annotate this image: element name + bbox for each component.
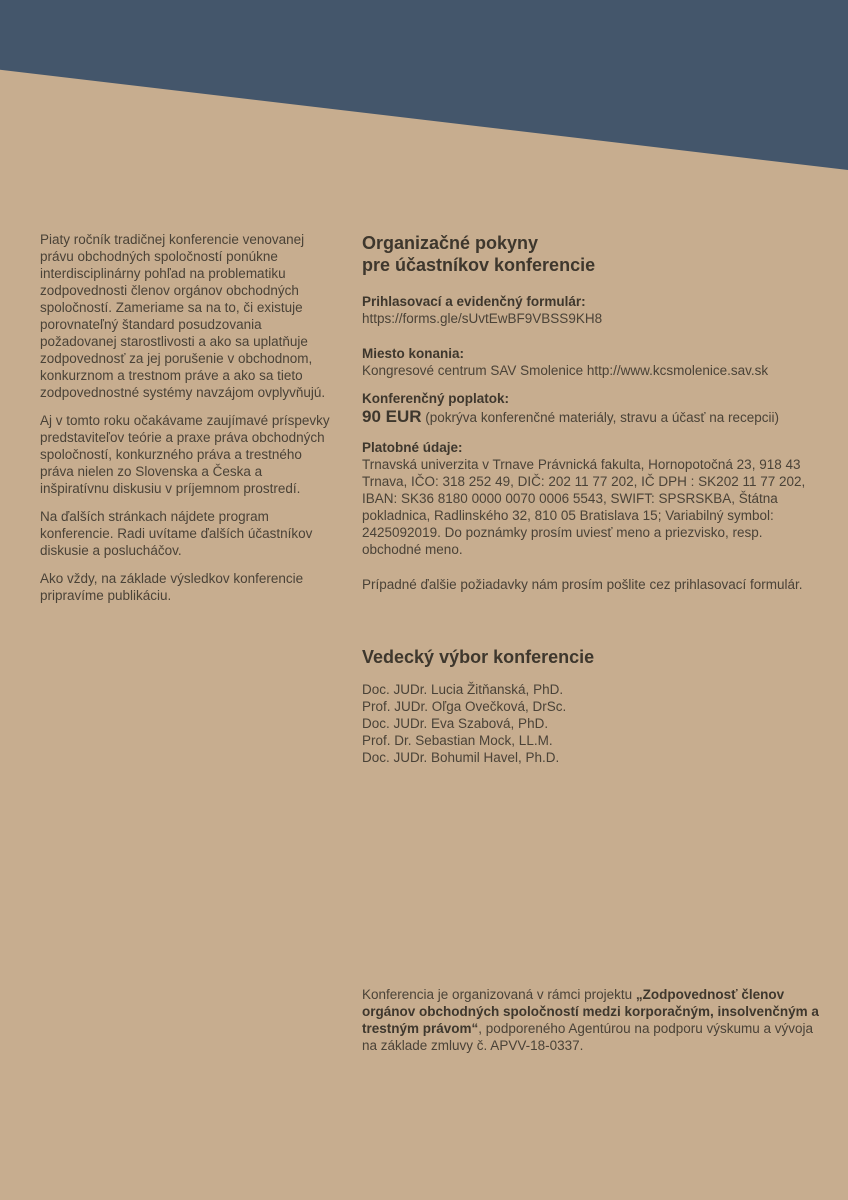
intro-paragraph-4: Ako vždy, na základe výsledkov konferencie pripravíme publikáciu. [40,571,304,603]
venue-group [362,345,824,379]
fee-note: (pokrýva konferenčné materiály, stravu a účasť na recepcii) [425,410,780,425]
committee-member: Prof. JUDr. Oľga Ovečková, DrSc. [362,699,567,714]
venue-value: Kongresové centrum SAV Smolenice http://www.kcsmolenice.sav.sk [362,363,769,378]
header-banner [0,0,848,170]
payment-details: Trnavská univerzita v Trnave Právnická fakulta, Hornopotočná 23, 918 43 Trnava, IČO: 318 252 49, DIČ: 202 11 77 202, IČ DPH : SK202 11 77 202, IBAN: SK36 8180 0000 0070 0006 5543, SWIFT: SPSRSKBA, Štátna pokladnica, Radlinského 32, 810 05 Bratislava 15; Variabilný symbol: 2425092019. Do poznámky prosím uviesť meno a priezvisko, resp. obchodné meno. [362,457,806,557]
payment-group [362,439,824,558]
section-title-organizational-instructions [362,232,824,276]
section-title-scientific-committee: Vedecký výbor konferencie [362,647,595,667]
payment-label: Platobné údaje: [362,440,463,455]
committee-list [362,681,824,766]
fee-amount: 90 EUR [362,407,422,426]
fee-label: Konferenčný poplatok: [362,391,510,406]
intro-paragraph-2: Aj v tomto roku očakávame zaujímavé príspevky predstaviteľov teórie a praxe práva obchodných spoločností, konkurzného práva a trestného práva nielen zo Slovenska a Česka a inšpiratívnu diskusiu v príjemnom prostredí. [40,413,330,496]
project-funding-note [362,986,824,1054]
project-note-suffix: , podporeného Agentúrou na podporu výskumu a vývoja na základe zmluvy č. APVV-18-0337. [362,1021,814,1053]
section-title-line-2: pre účastníkov konferencie [362,255,596,275]
fee-group [362,390,824,428]
intro-paragraph-3: Na ďalších stránkach nájdete program konferencie. Radi uvítame ďalších účastníkov diskusie a poslucháčov. [40,509,313,558]
venue-label: Miesto konania: [362,346,465,361]
registration-group [362,293,824,327]
committee-member: Doc. JUDr. Lucia Žitňanská, PhD. [362,682,564,697]
project-title: „Zodpovednosť členov orgánov obchodných spoločností medzi korporačným, insolvenčným a trestným právom“ [362,987,819,1036]
fee-line [362,407,824,428]
registration-url: https://forms.gle/sUvtEwBF9VBSS9KH8 [362,311,603,326]
details-column [362,232,824,766]
registration-label: Prihlasovací a evidenčný formulár: [362,294,586,309]
committee-member: Prof. Dr. Sebastian Mock, LL.M. [362,733,553,748]
section-title-line-1: Organizačné pokyny [362,233,539,253]
intro-paragraph-1: Piaty ročník tradičnej konferencie venovanej právu obchodných spoločností ponúkne interdisciplinárny pohľad na problematiku zodpovednosti členov orgánov obchodných spoločností. Zameriame sa na to, či existuje porovnateľný štandard posudzovania požadovanej starostlivosti a ako sa uplatňuje zodpovednosť za jej porušenie v obchodnom, konkurznom a trestnom práve a ako sa tieto zodpovednostné systémy navzájom ovplyvňujú. [40,232,326,400]
committee-member: Doc. JUDr. Eva Szabová, PhD. [362,716,549,731]
additional-requests-note: Prípadné ďalšie požiadavky nám prosím pošlite cez prihlasovací formulár. [362,577,803,592]
committee-member: Doc. JUDr. Bohumil Havel, Ph.D. [362,750,560,765]
intro-column [40,231,330,615]
project-note-prefix: Konferencia je organizovaná v rámci projektu [362,987,636,1002]
